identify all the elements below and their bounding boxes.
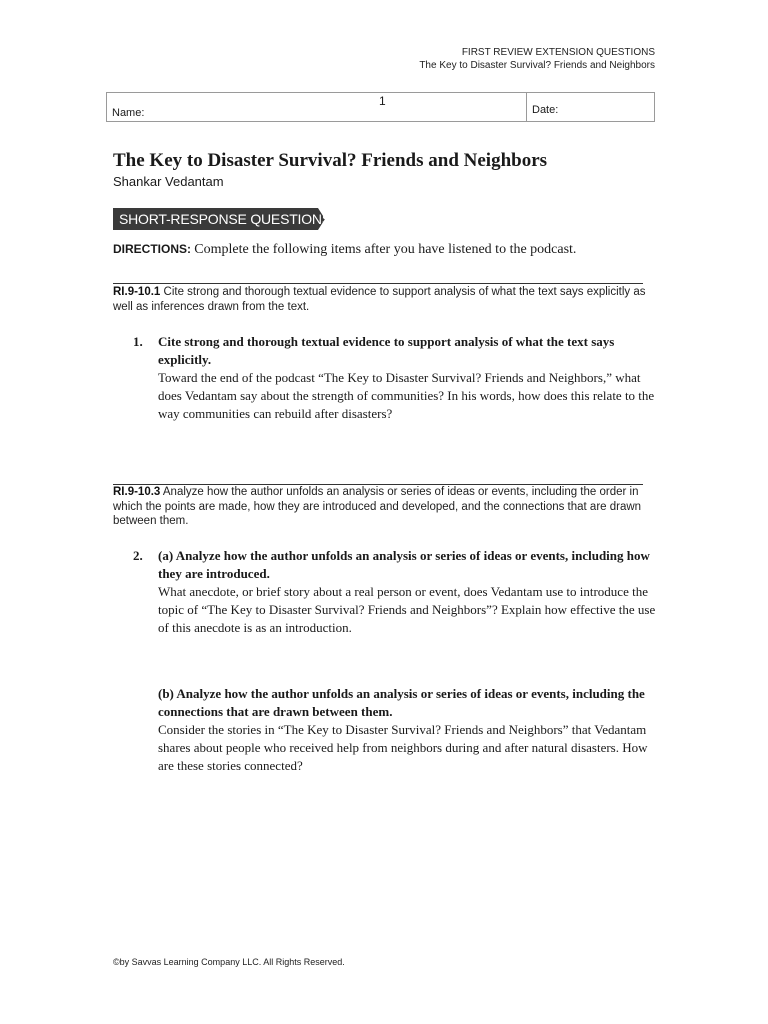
question-prompt: What anecdote, or brief story about a real person or event, does Vedantam use to introduce the topic of “The Key to Disaster Survival? Friends and Neighbors”? Explain how effective the use of this anecdote is as an introduction. <box>158 584 656 635</box>
name-date-divider <box>526 93 527 121</box>
question-2-part-b <box>158 685 658 775</box>
copyright-footer: ©by Savvas Learning Company LLC. All Rights Reserved. <box>113 957 345 967</box>
question-heading: Cite strong and thorough textual evidence to support analysis of what the text says explicitly. <box>158 334 615 367</box>
standard-text: Cite strong and thorough textual evidence to support analysis of what the text says explicitly as well as inferences drawn from the text. <box>113 286 646 313</box>
question-prompt: Toward the end of the podcast “The Key to Disaster Survival? Friends and Neighbors,” what does Vedantam say about the strength of communities? In his words, how does this relate to the way communities can rebuild after disasters? <box>158 370 655 421</box>
question-2-part-a <box>158 547 658 637</box>
name-date-box <box>106 92 655 122</box>
standard-ri-9-10-3 <box>113 485 653 529</box>
standard-ri-9-10-1 <box>113 285 653 314</box>
question-prompt: Consider the stories in “The Key to Disaster Survival? Friends and Neighbors” that Vedantam shares about people who received help from neighbors during and after natural disasters. How are these stories connected? <box>158 722 648 773</box>
question-heading: (b) Analyze how the author unfolds an analysis or series of ideas or events, including the connections that are drawn between them. <box>158 686 645 719</box>
section-rule <box>113 283 643 284</box>
page-number: 1 <box>379 94 386 108</box>
document-author: Shankar Vedantam <box>113 174 224 189</box>
directions-label: DIRECTIONS: <box>113 242 191 256</box>
question-1 <box>158 333 658 423</box>
date-label: Date: <box>532 104 559 116</box>
question-heading: (a) Analyze how the author unfolds an analysis or series of ideas or events, including how they are introduced. <box>158 548 650 581</box>
running-header-subtitle: The Key to Disaster Survival? Friends and Neighbors <box>419 60 655 71</box>
standard-code: RI.9-10.3 <box>113 486 161 498</box>
section-banner <box>113 208 331 230</box>
question-number: 1. <box>133 334 143 349</box>
name-label: Name: <box>112 107 145 119</box>
banner-label: SHORT-RESPONSE QUESTIONS <box>119 211 331 227</box>
directions <box>113 240 576 258</box>
running-header-title: FIRST REVIEW EXTENSION QUESTIONS <box>461 47 655 58</box>
standard-code: RI.9-10.1 <box>113 286 161 298</box>
document-title: The Key to Disaster Survival? Friends and Neighbors <box>113 150 548 171</box>
directions-text: Complete the following items after you have listened to the podcast. <box>194 242 577 257</box>
standard-text: Analyze how the author unfolds an analysis or series of ideas or events, including the order in which the points are made, how they are introduced and developed, and the connections that are drawn between them. <box>113 486 642 527</box>
question-number: 2. <box>133 548 143 563</box>
